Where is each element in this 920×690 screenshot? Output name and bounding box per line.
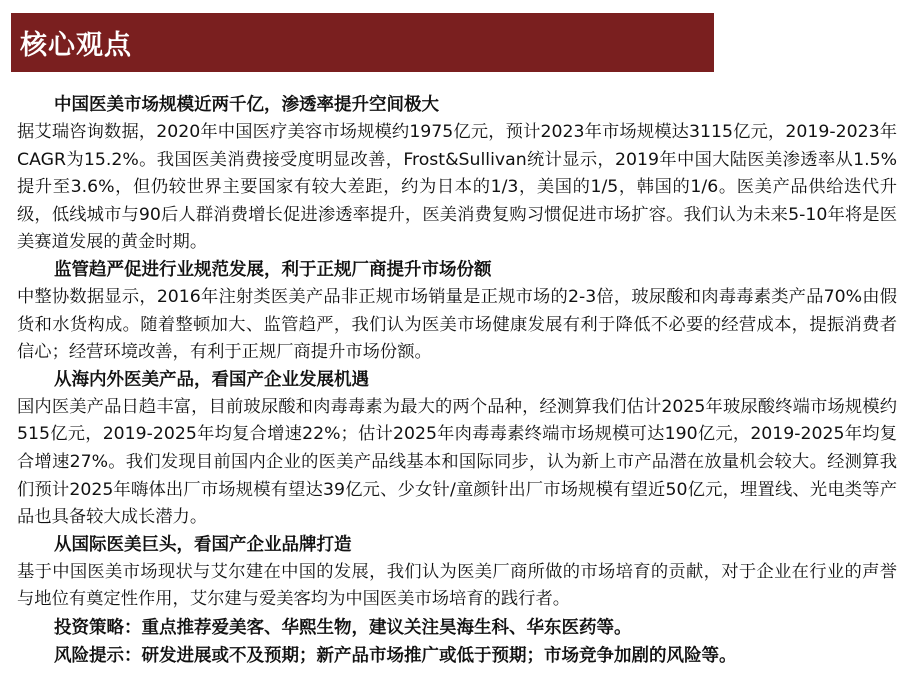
page-title: 核心观点 (20, 30, 132, 61)
investment-strategy: 投资策略：重点推荐爱美客、华熙生物，建议关注昊海生科、华东医药等。 (54, 617, 632, 638)
section-paragraph-brand: 基于中国医美市场现状与艾尔建在中国的发展，我们认为医美厂商所做的市场培育的贡献，对于企业在行业的声誉与地位有奠定性作用，艾尔建与爱美客均为中国医美市场培育的践行者。 (17, 561, 897, 610)
section-heading-brand: 从国际医美巨头，看国产企业品牌打造 (54, 534, 352, 555)
section-paragraph-products: 国内医美产品日趋丰富，目前玻尿酸和肉毒毒素为最大的两个品种，经测算我们估计2025年玻尿酸终端市场规模约515亿元，2019-2025年均复合增速22%；估计2025年肉毒毒素终端市场规模可达190亿元，2019-2025年均复合增速27%。我们发现目前国内企业的医美产品线基本和国际同步，认为新上市产品潜在放量机会较大。经测算我们预计2025年嗨体出厂市场规模有望达39亿元、少女针/童颜针出厂市场规模有望近50亿元，埋置线、光电类等产品也具备较大成长潜力。 (17, 396, 897, 528)
section-heading-market-size: 中国医美市场规模近两千亿，渗透率提升空间极大 (54, 95, 439, 115)
content-body (17, 92, 897, 670)
risk-warning: 风险提示：研发进展或不及预期；新产品市场推广或低于预期；市场竞争加剧的风险等。 (54, 645, 737, 666)
section-paragraph-regulation: 中整协数据显示，2016年注射类医美产品非正规市场销量是正规市场的2-3倍，玻尿酸和肉毒毒素类产品70%由假货和水货构成。随着整顿加大、监管趋严，我们认为医美市场健康发展有利于降低不必要的经营成本，提振消费者信心；经营环境改善，有利于正规厂商提升市场份额。 (17, 286, 897, 363)
section-heading-regulation: 监管趋严促进行业规范发展，利于正规厂商提升市场份额 (54, 259, 492, 280)
header-bar (11, 13, 714, 72)
section-heading-products: 从海内外医美产品，看国产企业发展机遇 (54, 369, 369, 390)
section-paragraph-market-size: 据艾瑞咨询数据，2020年中国医疗美容市场规模约1975亿元，预计2023年市场规模达3115亿元，2019-2023年CAGR为15.2%。我国医美消费接受度明显改善，Frost&Sullivan统计显示，2019年中国大陆医美渗透率从1.5%提升至3.6%，但仍较世界主要国家有较大差距，约为日本的1/3，美国的1/5，韩国的1/6。医美产品供给迭代升级，低线城市与90后人群消费增长促进渗透率提升，医美消费复购习惯促进市场扩容。我们认为未来5-10年将是医美赛道发展的黄金时期。 (17, 122, 897, 253)
